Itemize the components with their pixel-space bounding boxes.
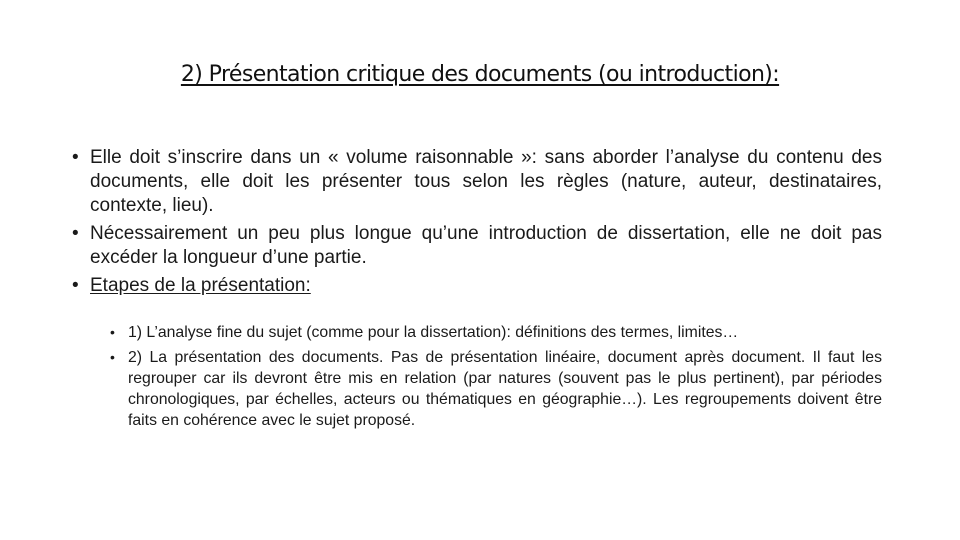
bullet-list [72, 146, 882, 302]
sub-bullet-item [110, 347, 882, 431]
sub-bullet-text: 1) L’analyse fine du sujet (comme pour la dissertation): définitions des termes, limites… [128, 324, 739, 341]
sub-bullet-list [110, 322, 882, 435]
bullet-item [72, 146, 882, 218]
sub-bullet-text: 2) La présentation des documents. Pas de présentation linéaire, document après document. Il faut les regrouper car ils devront être mis en relation (par natures (souvent pas le plus pertinent), par périodes chronologiques, par échelles, acteurs ou thématiques en géographie…). Les regroupements doivent être faits en cohérence avec le sujet proposé. [128, 349, 882, 429]
sub-bullet-icon: • [110, 324, 115, 340]
bullet-icon: • [72, 223, 79, 244]
sub-bullet-icon: • [110, 349, 115, 365]
bullet-icon: • [72, 275, 79, 296]
bullet-text: Elle doit s’inscrire dans un « volume raisonnable »: sans aborder l’analyse du contenu des documents, elle doit les présenter tous selon les règles (nature, auteur, destinataires, contexte, lieu). [90, 147, 882, 216]
bullet-item [72, 274, 882, 298]
bullet-text: Nécessairement un peu plus longue qu’une introduction de dissertation, elle ne doit pas excéder la longueur d’une partie. [90, 223, 882, 268]
slide-title: 2) Présentation critique des documents (ou introduction): [180, 62, 780, 87]
bullet-icon: • [72, 147, 79, 168]
bullet-item [72, 222, 882, 270]
sub-bullet-item [110, 322, 882, 343]
bullet-text-heading: Etapes de la présentation: [90, 275, 311, 296]
